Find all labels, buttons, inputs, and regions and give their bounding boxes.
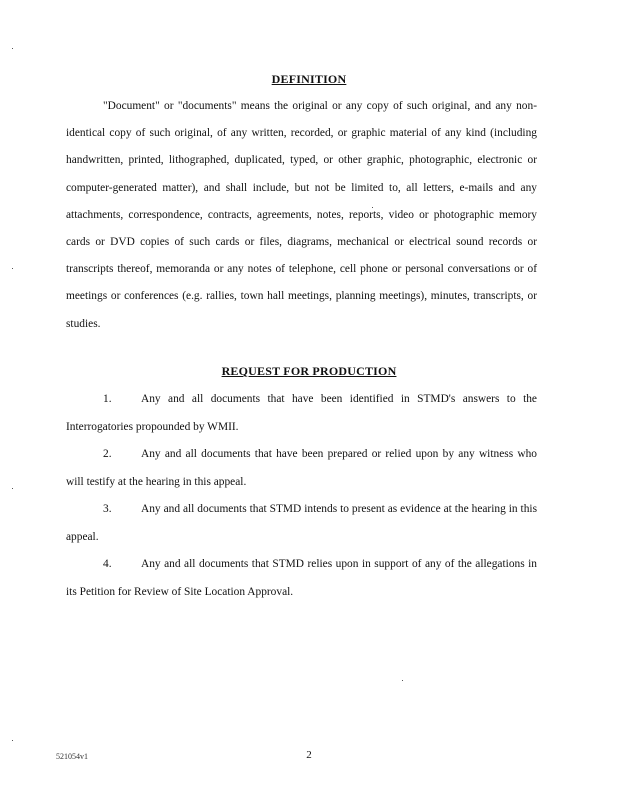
request-item-4 (66, 551, 537, 606)
definition-heading: DEFINITION (271, 72, 347, 86)
page-number: 2 (306, 749, 312, 761)
request-item-2 (66, 441, 537, 496)
request-for-production-heading: REQUEST FOR PRODUCTION (221, 364, 397, 378)
request-item-number: 1. (103, 393, 112, 405)
request-item-number: 2. (103, 448, 112, 460)
request-item-3 (66, 496, 537, 551)
request-item-number: 4. (103, 558, 112, 570)
definition-paragraph: "Document" or "documents" means the original or any copy of such original, and any non-identical copy of such original, of any written, recorded, or graphic material of any kind (including handwritten, printed, lithographed, duplicated, typed, or other graphic, photographic, electronic or computer-generated matter), and shall include, but not be limited to, all letters, e-mails and any attachments, correspondence, contracts, agreements, notes, reports, video or photographic memory cards or DVD copies of such cards or files, diagrams, mechanical or electrical sound records or transcripts thereof, memoranda or any notes of telephone, cell phone or personal conversations or of meetings or conferences (e.g. rallies, town hall meetings, planning meetings), minutes, transcripts, or studies. (66, 100, 537, 330)
request-item-text: Any and all documents that have been prepared or relied upon by any witness who will testify at the hearing in this appeal. (66, 448, 537, 488)
scan-speck (372, 207, 373, 208)
scan-speck (12, 48, 13, 49)
scan-speck (12, 740, 13, 741)
request-item-text: Any and all documents that have been identified in STMD's answers to the Interrogatories propounded by WMII. (66, 393, 537, 433)
request-item-1 (66, 386, 537, 441)
document-code: 521054v1 (56, 752, 88, 761)
scan-speck (12, 268, 13, 269)
scan-speck (402, 680, 403, 681)
request-item-text: Any and all documents that STMD intends to present as evidence at the hearing in this appeal. (66, 503, 537, 543)
request-item-text: Any and all documents that STMD relies upon in support of any of the allegations in its Petition for Review of Site Location Approval. (66, 558, 537, 598)
scan-speck (12, 488, 13, 489)
request-item-number: 3. (103, 503, 112, 515)
